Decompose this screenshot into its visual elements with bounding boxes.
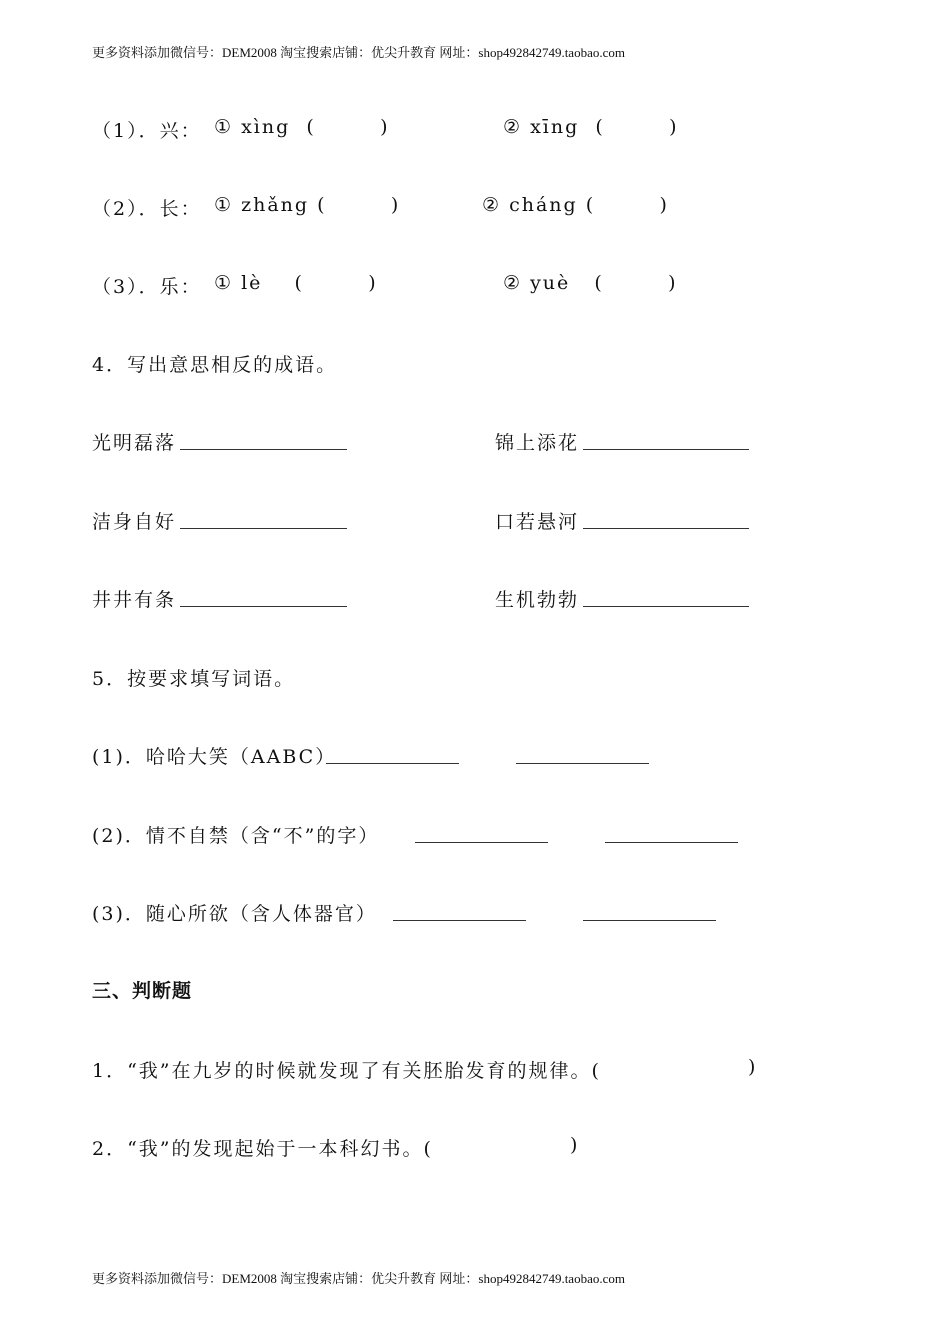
q5-title: 5．按要求填写词语。	[92, 668, 296, 690]
q4-idiom-1: 光明磊落	[92, 432, 177, 454]
q4-answer-blank-6[interactable]	[583, 606, 749, 607]
q4-answer-blank-1[interactable]	[180, 449, 347, 450]
judge-item-2-close: )	[570, 1134, 580, 1156]
pinyin-row-1-option-b: ② xīng ( )	[503, 116, 679, 138]
section3-title: 三、判断题	[92, 980, 193, 1002]
q4-title: 4．写出意思相反的成语。	[92, 354, 338, 376]
q5-item-3-blank-b[interactable]	[583, 920, 716, 921]
q5-item-2: (2)．情不自禁（含“不”的字）	[92, 825, 380, 847]
page-footer: 更多资料添加微信号：DEM2008 淘宝搜索店铺：优尖升教育 网址：shop492842749.taobao.com	[92, 1271, 625, 1286]
pinyin-row-2-label: （2）．长：	[92, 198, 202, 220]
pinyin-row-3-option-b: ② yuè ( )	[503, 272, 678, 294]
q5-item-3: (3)．随心所欲（含人体器官）	[92, 903, 377, 925]
pinyin-row-1-option-a: ① xìng ( )	[214, 116, 390, 138]
q4-idiom-5: 井井有条	[92, 589, 177, 611]
judge-item-2: 2．“我”的发现起始于一本科幻书。(	[92, 1138, 433, 1160]
q4-idiom-4: 口若悬河	[495, 511, 580, 533]
pinyin-row-2-option-a: ① zhǎng ( )	[214, 194, 401, 216]
q5-item-2-blank-b[interactable]	[605, 842, 738, 843]
q4-idiom-3: 洁身自好	[92, 511, 177, 533]
q5-item-1: (1)．哈哈大笑（AABC）	[92, 746, 337, 768]
judge-item-1-close: )	[748, 1056, 758, 1078]
q5-item-1-blank-b[interactable]	[516, 763, 649, 764]
q5-item-2-blank-a[interactable]	[415, 842, 548, 843]
q4-answer-blank-4[interactable]	[583, 528, 749, 529]
pinyin-row-3-option-a: ① lè ( )	[214, 272, 378, 294]
pinyin-row-2-option-b: ② cháng ( )	[482, 194, 669, 216]
q4-answer-blank-3[interactable]	[180, 528, 347, 529]
q5-item-1-blank-a[interactable]	[326, 763, 459, 764]
q4-answer-blank-5[interactable]	[180, 606, 347, 607]
q5-item-3-blank-a[interactable]	[393, 920, 526, 921]
q4-answer-blank-2[interactable]	[583, 449, 749, 450]
pinyin-row-3-label: （3）．乐：	[92, 276, 202, 298]
page-header: 更多资料添加微信号：DEM2008 淘宝搜索店铺：优尖升教育 网址：shop492842749.taobao.com	[92, 45, 625, 60]
pinyin-row-1-label: （1）．兴：	[92, 120, 202, 142]
q4-idiom-6: 生机勃勃	[495, 589, 580, 611]
q4-idiom-2: 锦上添花	[495, 432, 580, 454]
judge-item-1: 1．“我”在九岁的时候就发现了有关胚胎发育的规律。(	[92, 1060, 601, 1082]
